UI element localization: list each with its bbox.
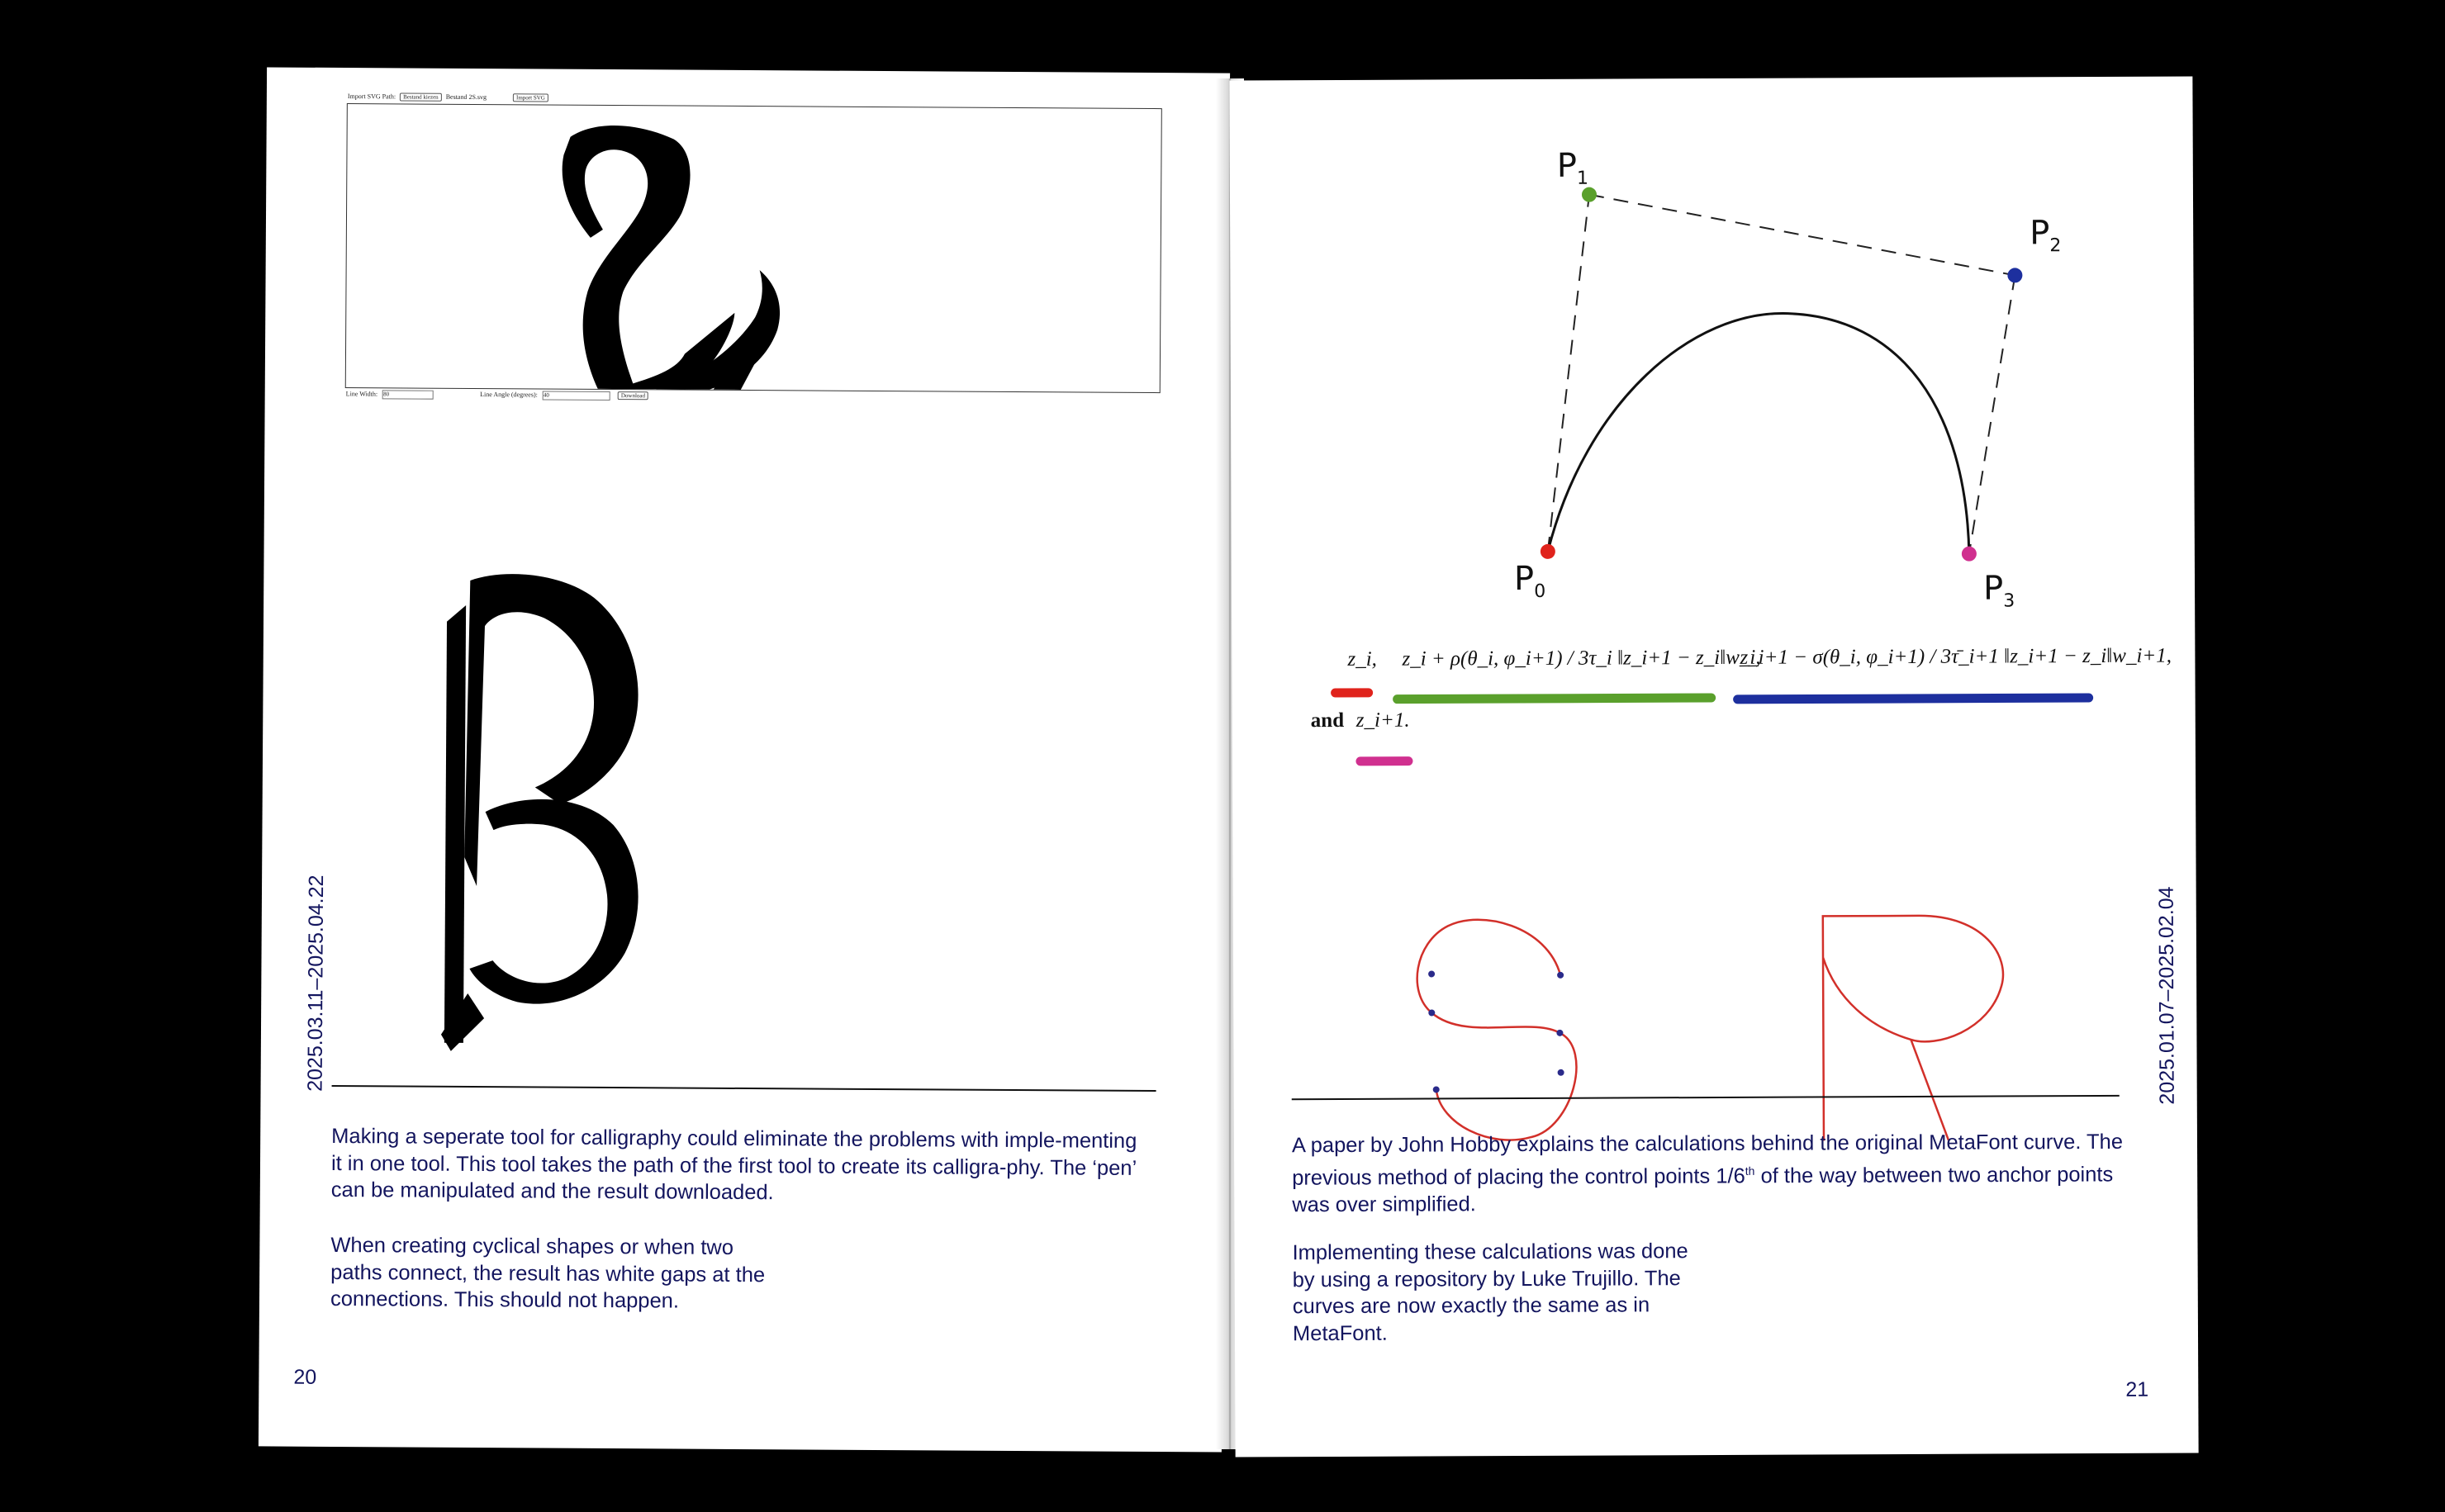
label-p2: $P_2$ xyxy=(2030,214,2062,257)
p2-point xyxy=(2007,268,2022,282)
formula-term-3: z_i+1 − σ(θ_i, φ_i+1) / 3τ̄_i+1 ‖z_i+1 − z_i‖w_i+1, xyxy=(1740,644,2172,669)
page-number-right: 21 xyxy=(2125,1377,2149,1401)
formula-and: and xyxy=(1310,709,1345,732)
glyph-2-calligraphy xyxy=(346,104,1161,392)
line-width-input[interactable]: 80 xyxy=(382,390,434,399)
date-range-left: 2025.03.11–2025.04.22 xyxy=(303,874,329,1092)
page-number-left: 20 xyxy=(293,1365,317,1389)
glyph-b-calligraphy xyxy=(426,572,677,1036)
label-p0: $P_0$ xyxy=(1513,559,1546,602)
formula-term-2: z_i + ρ(θ_i, φ_i+1) / 3τ_i ‖z_i+1 − z_i‖w_i, xyxy=(1402,646,1761,671)
left-page xyxy=(259,67,1230,1452)
divider-left xyxy=(332,1085,1156,1092)
date-range-right: 2025.01.07–2025.02.04 xyxy=(2154,886,2179,1105)
paragraph-1-left: Making a seperate tool for calligraphy could eliminate the problems with imple-menting it in one tool. This tool takes the path of the first tool to create its calligra-phy. The ‘pen’ can be manipulated and the result downloaded. xyxy=(330,1124,1137,1205)
line-angle-label: Line Angle (degrees): xyxy=(480,391,538,399)
line-angle-input[interactable]: 40 xyxy=(543,391,610,401)
p3-point xyxy=(1962,547,1977,562)
import-svg-button[interactable]: Import SVG xyxy=(513,93,548,102)
formula-underlines xyxy=(1232,671,2196,774)
paragraph-2-right: Implementing these calculations was done by using a repository by Luke Trujillo. The curves are now exactly the same as in MetaFont. xyxy=(1292,1239,1688,1345)
import-label: Import SVG Path: xyxy=(347,92,396,101)
formula-term-4: z_i+1. xyxy=(1355,709,1410,732)
p1-point xyxy=(1582,187,1597,202)
settings-row xyxy=(346,390,651,401)
import-row xyxy=(348,92,551,102)
glyph-r-curve xyxy=(1820,907,2035,1147)
paragraph-2-left: When creating cyclical shapes or when two paths connect, the result has white gaps at the connections. This should not happen. xyxy=(330,1233,766,1313)
glyph-s-curve xyxy=(1398,908,1730,1149)
line-width-label: Line Width: xyxy=(345,390,378,398)
file-choose-button[interactable]: Bestand kiezen xyxy=(400,92,442,101)
label-p1: $P_1$ xyxy=(1556,146,1589,189)
download-button[interactable]: Download xyxy=(618,391,648,400)
bezier-diagram xyxy=(1229,76,2195,625)
file-status: Bestand 2S.svg xyxy=(445,92,487,102)
formula-term-1: z_i, xyxy=(1347,647,1377,671)
label-p3: $P_3$ xyxy=(1982,569,2015,612)
paragraph-1-right: A paper by John Hobby explains the calculations behind the original MetaFont curve. The previous method of placing the control points 1/6th of the way between two anchor points was over simplified. xyxy=(1291,1130,2124,1216)
canvas-frame xyxy=(345,103,1162,393)
right-page xyxy=(1229,76,2198,1457)
p0-point xyxy=(1541,544,1555,559)
